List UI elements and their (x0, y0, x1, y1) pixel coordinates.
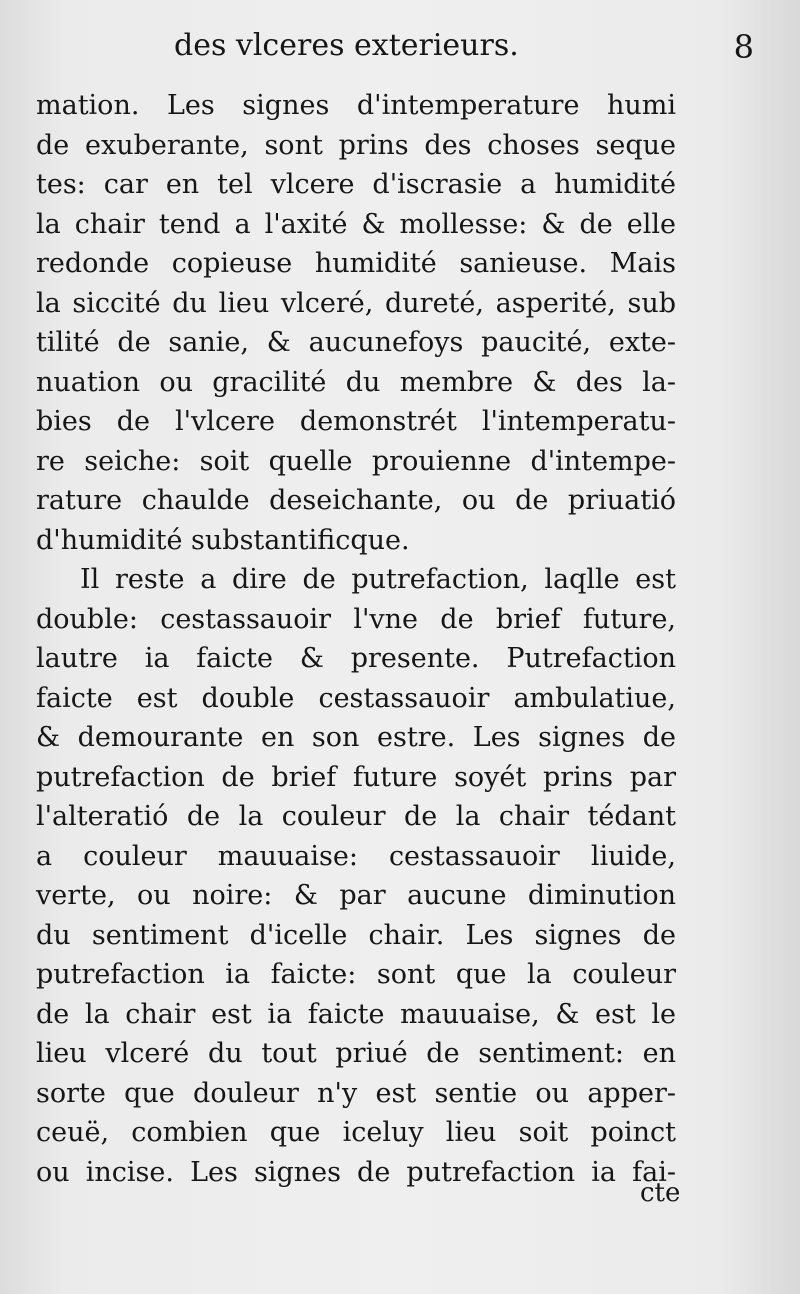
text-line: de la chair est ia faicte mauuaise, & est le (36, 998, 676, 1030)
paragraph-start-line: Il reste a dire de putrefaction, laqlle est (80, 564, 676, 595)
text-line: verte, ou noire: & par aucune diminution (36, 880, 676, 911)
text-line: du sentiment d'icelle chair. Les signes de (36, 919, 676, 951)
running-title: des vlceres exterieurs. (174, 28, 519, 63)
text-line: faicte est double cestassauoir ambulatiue, (36, 682, 676, 714)
page-header (40, 28, 760, 78)
text-line: a couleur mauuaise: cestassauoir liuide, (36, 840, 676, 872)
text-line: mation. Les signes d'intemperature humi (36, 90, 676, 121)
text-line: lautre ia faicte & presente. Putrefaction (36, 643, 676, 674)
text-line: la siccité du lieu vlceré, dureté, asperité, sub (36, 287, 676, 319)
text-line: lieu vlceré du tout priué de sentiment: en (36, 1038, 676, 1069)
text-line: nuation ou gracilité du membre & des la- (36, 366, 676, 398)
text-line: re seiche: soit quelle prouienne d'intempe- (36, 445, 676, 477)
text-line: tes: car en tel vlcere d'iscrasie a humidité (36, 169, 676, 200)
text-line: putrefaction de brief future soyét prins par (36, 761, 676, 793)
text-line: l'alteratió de la couleur de la chair tédant (36, 801, 676, 832)
text-line: & demourante en son estre. Les signes de (36, 722, 676, 753)
text-line: putrefaction ia faicte: sont que la couleur (36, 959, 676, 990)
catchword: cte (640, 1178, 681, 1208)
text-line: de exuberante, sont prins des choses seque (36, 129, 676, 161)
text-line: double: cestassauoir l'vne de brief future, (36, 603, 676, 635)
text-line: tilité de sanie, & aucunefoys paucité, exte- (36, 327, 676, 358)
body-text (36, 86, 676, 1192)
text-line: rature chaulde deseichante, ou de priuatió (36, 485, 676, 516)
text-line: d'humidité substantificque. (36, 524, 410, 556)
text-line: redonde copieuse humidité sanieuse. Mais (36, 248, 676, 279)
text-line: bies de l'vlcere demonstrét l'intemperatu- (36, 406, 676, 437)
page-number: 8 (733, 28, 754, 66)
text-line: la chair tend a l'axité & mollesse: & de elle (36, 208, 676, 240)
text-line: sorte que douleur n'y est sentie ou apper- (36, 1077, 676, 1109)
text-line: ceuë, combien que iceluy lieu soit poinct (36, 1117, 676, 1148)
text-line: ou incise. Les signes de putrefaction ia fai- (36, 1156, 676, 1188)
